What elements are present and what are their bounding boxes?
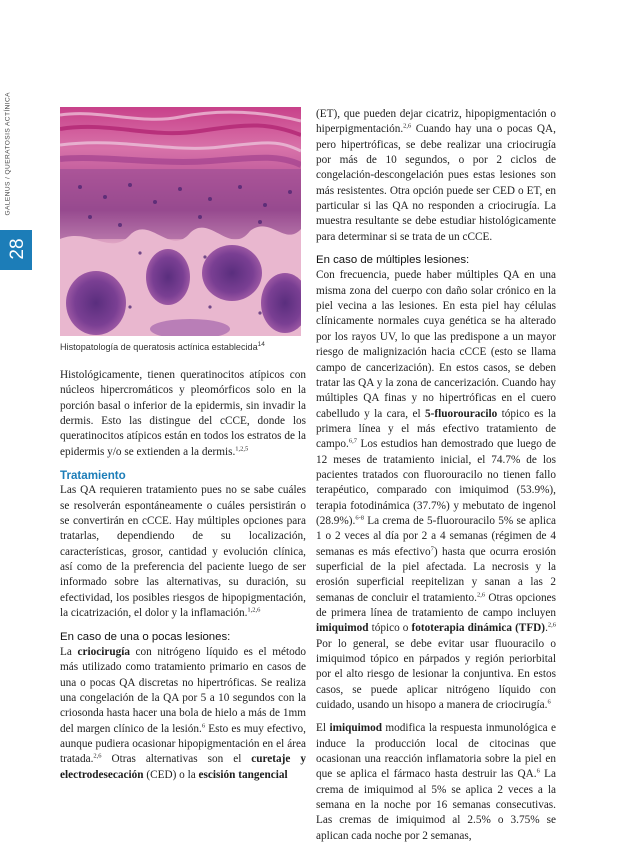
page-number: 28 xyxy=(7,238,28,260)
paragraph: La criocirugía con nitrógeno líquido es el método más utilizado como tratamiento primario en casos de una o pocas QA discretas no hipertróficas. Se realiza una congelación de la QA por 5 a 10 segundos con la criosonda hasta hacer una bola de hielo a más de 1mm del margen clínico de la lesión.$^6$ Esto es muy efectivo, aunque pudiera ocasionar hipopigmentación en el área tratada.$^{2,6}$ Otras alternativas son el curetaje y electrodesecación (CED) o la escisión tangencial xyxy=(60,645,306,781)
histopathology-image xyxy=(60,107,301,336)
paragraph: Con frecuencia, puede haber múltiples QA en una misma zona del cuerpo con daño solar crónico en la piel vecina a las lesiones. En esta piel hay células clínicamente normales cuya genética se ha alterado por los rayos UV, lo que las predispone a un mayor riesgo de malignización hacia cCCE (esto se llama campo de cancerización). En estos casos, se deben tratar las QA y la zona de cancerización. Cuando hay múltiples QA finas y no hipertróficas en el cuero cabelludo y la cara, el 5-fluorouracilo tópico es la primera línea y el más efectivo tratamiento de campo.$^{6,7}$ Los estudios han demostrado que luego de 12 meses de tratamiento inicial, el 74.7% de los pacientes tratados con fluorouracilo no tienen fallo terapéutico, comparado con imiquimod (53.9%), terapia fotodinámica (37.7%) y mebutato de ingenol (28.9%).$^{6-8}$ La crema de 5-fluorouracilo 5% se aplica 1 o 2 veces al día por 2 a 4 semanas (régimen de 4 semanas es más efectivo$^7$) hasta que ocurra erosión superficial de la piel afectada. La necrosis y la erosión superficial reepitelizan y sanan a las 2 semanas de concluir el tratamiento.$^{2,6}$ Otras opciones de primera línea de tratamiento de campo incluyen imiquimod tópico o fototerapia dinámica (TFD).$^{2,6}$ Por lo general, se debe evitar usar fluouracilo o imiquimod tópico en párpados y región periorbital por el alto riesgo de lesionar la conjuntiva. En estos casos, se puede aplicar nitrógeno líquido con cuidado, usando un hisopo a manera de criocirugía.$^6$ xyxy=(316,269,557,712)
paragraph: Histológicamente, tienen queratinocitos atípicos con núcleos hipercromáticos y pleomórficos solo en la porción basal o inferior de la epidermis, sin invadir la dermis. Esto las distingue del cCCE, donde los queratinocitos atípicos están en todos los estratos de la epidermis y/o se extienden a la dermis.$^{1,2,5}$ xyxy=(60,369,306,458)
right-column xyxy=(316,107,556,844)
paragraph: Las QA requieren tratamiento pues no se sabe cuáles se resolverán espontáneamente o cuáles persistirán o se convertirán en cCCE. Hay múltiples opciones para tratarlas, dependiendo de su localización, características, grosor, cantidad y evolución clínica, así como de la preferencia del paciente luego de ser informado sobre las alternativas, su duración, su efectividad, los posibles riesgos de hipopigmentación, la cicatrización, el dolor y la inflamación.$^{1,2,6}$ xyxy=(60,484,306,620)
running-head: GALENUS / QUERATOSIS ACTÍNICA xyxy=(4,92,12,216)
paragraph: (ET), que pueden dejar cicatriz, hipopigmentación o hiperpigmentación.$^{2,6}$ Cuando hay una o pocas QA, pero hipertróficas, se debe realizar una criocirugía por más de 10 segundos, o por 2 ciclos de congelación-descongelación pues estas lesiones son más resistentes. Otra opción puede ser CED o ET, en particular si las QA no responden a criocirugía. La muestra resultante se debe estudiar histológicamente para determinar si se trata de un cCCE. xyxy=(316,108,556,243)
paragraph: El imiquimod modifica la respuesta inmunológica e induce la producción local de citocinas que ocasionan una reacción inflamatoria sobre la piel en que se aplica el fármaco hasta destruir las QA.$^6$ La crema de imiquimod al 5% se aplica 2 veces a la semana en la noche por 16 semanas consecutivas. Las cremas de imiquimod al 2.5% o 3.75% se aplican cada noche por 2 semanas, xyxy=(316,722,557,842)
subheading-multiples-lesiones: En caso de múltiples lesiones: xyxy=(316,254,470,267)
section-heading-tratamiento: Tratamiento xyxy=(60,469,126,483)
page-sidebar xyxy=(0,0,32,802)
subheading-pocas-lesiones: En caso de una o pocas lesiones: xyxy=(60,630,231,643)
figure-caption: Histopatología de queratosis actínica establecida$^{14}$ xyxy=(60,340,265,352)
left-column xyxy=(60,368,306,783)
